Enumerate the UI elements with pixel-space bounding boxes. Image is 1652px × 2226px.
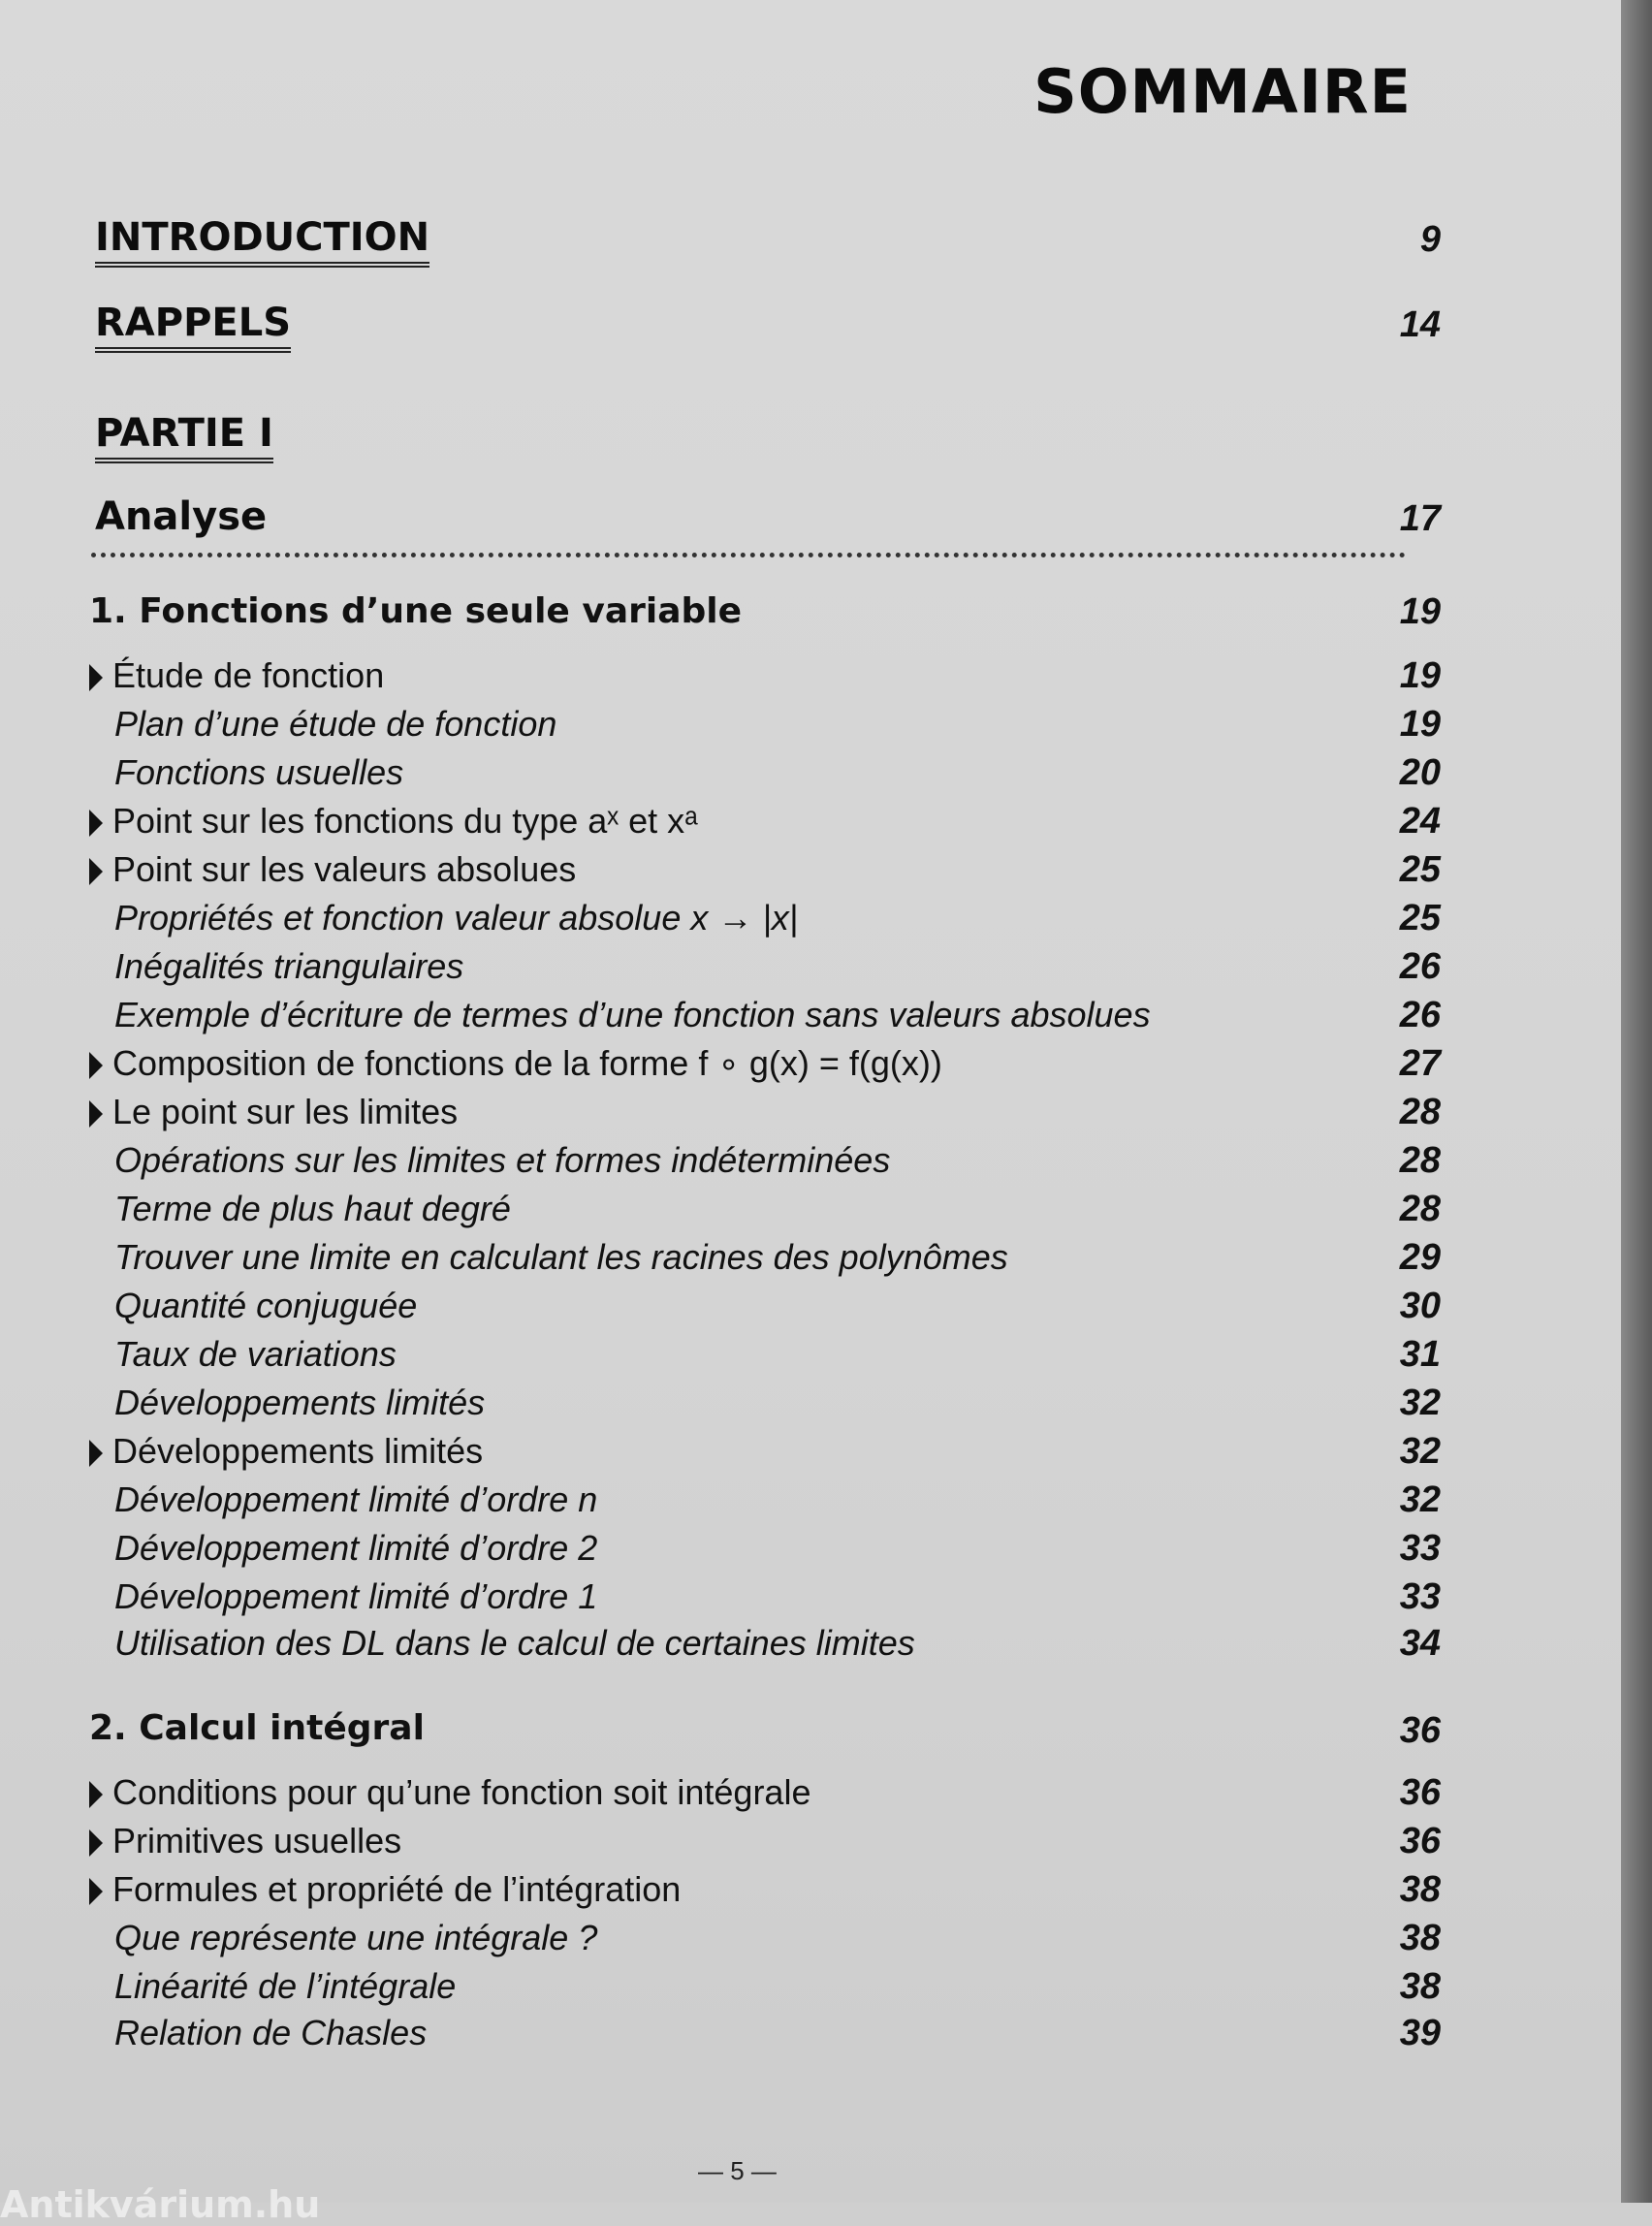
toc-page: 28 <box>1399 1092 1441 1132</box>
toc-page: 39 <box>1399 2013 1441 2053</box>
toc-page: 32 <box>1399 1431 1441 1472</box>
toc-page: 26 <box>1399 946 1441 987</box>
toc-subitem: Quantité conjuguée <box>114 1286 418 1325</box>
bullet-icon <box>89 858 103 885</box>
toc-page: 26 <box>1399 995 1441 1035</box>
toc-subitem: Linéarité de l’intégrale <box>114 1966 457 2006</box>
toc-page: 33 <box>1399 1576 1441 1617</box>
section-partie: PARTIE I <box>95 411 273 463</box>
toc-subitem: Inégalités triangulaires <box>114 946 464 986</box>
bullet-icon <box>89 1829 103 1857</box>
toc-page: 38 <box>1399 1918 1441 1958</box>
bullet-icon <box>89 1781 103 1808</box>
page-analyse: 17 <box>1399 498 1441 539</box>
bullet-icon <box>89 1052 103 1079</box>
toc-page: 32 <box>1399 1479 1441 1520</box>
toc-page: 34 <box>1399 1623 1441 1664</box>
toc-subitem: Plan d’une étude de fonction <box>114 704 557 744</box>
page-title: SOMMAIRE <box>1033 56 1412 127</box>
toc-item: Point sur les fonctions du type aˣ et xᵃ <box>89 801 698 842</box>
toc-page: 36 <box>1399 1772 1441 1813</box>
toc-item: Primitives usuelles <box>89 1821 401 1861</box>
toc-page: 19 <box>1399 704 1441 745</box>
toc-page: 29 <box>1399 1237 1441 1278</box>
chapter-1-title: 1. Fonctions d’une seule variable <box>89 591 743 631</box>
toc-page: 27 <box>1399 1043 1441 1084</box>
toc-page: 28 <box>1399 1189 1441 1229</box>
toc-subitem: Exemple d’écriture de termes d’une fonction sans valeurs absolues <box>114 995 1151 1034</box>
section-introduction: INTRODUCTION <box>95 215 429 268</box>
toc-page: 31 <box>1399 1334 1441 1375</box>
bullet-icon <box>89 1878 103 1905</box>
bullet-icon <box>89 664 103 691</box>
toc-page: 25 <box>1399 849 1441 890</box>
toc-page: 38 <box>1399 1869 1441 1910</box>
watermark: Antikvárium.hu <box>0 2183 321 2226</box>
toc-subitem: Trouver une limite en calculant les racines des polynômes <box>114 1237 1008 1277</box>
section-rappels: RAPPELS <box>95 301 291 353</box>
toc-subitem: Terme de plus haut degré <box>114 1189 511 1228</box>
toc-page: 32 <box>1399 1383 1441 1423</box>
toc-item: Point sur les valeurs absolues <box>89 849 576 890</box>
toc-page: 36 <box>1399 1821 1441 1861</box>
toc-page: 24 <box>1399 801 1441 842</box>
toc-item: Conditions pour qu’une fonction soit intégrale <box>89 1772 810 1813</box>
toc-page: 38 <box>1399 1966 1441 2007</box>
page-number-footer: — 5 — <box>698 2156 777 2185</box>
book-edge <box>1621 0 1652 2203</box>
toc-page: 20 <box>1399 752 1441 793</box>
toc-page: 30 <box>1399 1286 1441 1326</box>
page-introduction: 9 <box>1419 219 1441 260</box>
toc-item: Formules et propriété de l’intégration <box>89 1869 681 1910</box>
chapter-1-page: 19 <box>1399 591 1441 632</box>
toc-subitem: Propriétés et fonction valeur absolue x → |x| <box>114 898 799 938</box>
page-rappels: 14 <box>1399 304 1441 345</box>
toc-subitem: Développements limités <box>114 1383 486 1422</box>
bullet-icon <box>89 1440 103 1467</box>
toc-subitem: Utilisation des DL dans le calcul de certaines limites <box>114 1623 915 1663</box>
toc-subitem: Fonctions usuelles <box>114 752 404 792</box>
toc-item: Composition de fonctions de la forme f ∘ g(x) = f(g(x)) <box>89 1043 942 1084</box>
toc-subitem: Relation de Chasles <box>114 2013 428 2052</box>
chapter-2-page: 36 <box>1399 1710 1441 1751</box>
toc-subitem: Développement limité d’ordre 2 <box>114 1528 598 1568</box>
chapter-2-title: 2. Calcul intégral <box>89 1708 425 1748</box>
toc-subitem: Développement limité d’ordre n <box>114 1479 598 1519</box>
toc-subitem: Opérations sur les limites et formes indéterminées <box>114 1140 891 1180</box>
bullet-icon <box>89 1100 103 1128</box>
toc-subitem: Que représente une intégrale ? <box>114 1918 598 1957</box>
toc-item: Étude de fonction <box>89 655 384 696</box>
toc-item: Le point sur les limites <box>89 1092 458 1132</box>
toc-page: 28 <box>1399 1140 1441 1181</box>
dotted-separator <box>91 553 1406 557</box>
toc-page: 33 <box>1399 1528 1441 1569</box>
toc-subitem: Taux de variations <box>114 1334 397 1374</box>
toc-item: Développements limités <box>89 1431 483 1472</box>
toc-subitem: Développement limité d’ordre 1 <box>114 1576 598 1616</box>
bullet-icon <box>89 810 103 837</box>
section-analyse: Analyse <box>95 494 268 539</box>
toc-page: 19 <box>1399 655 1441 696</box>
toc-page: 25 <box>1399 898 1441 938</box>
